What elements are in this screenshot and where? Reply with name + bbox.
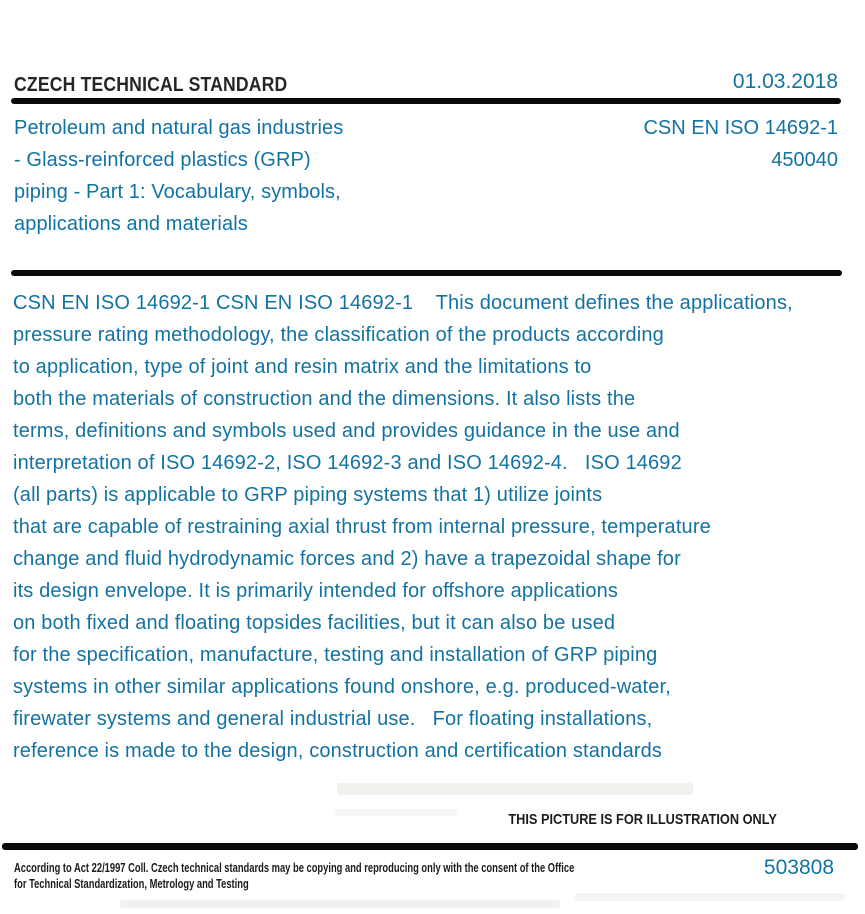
copyright-notice-line: for Technical Standardization, Metrology and Testing [14,876,249,891]
order-number: 503808 [763,856,834,879]
abstract-line: firewater systems and general industrial use. For floating installations, [13,708,653,730]
abstract-line: reference is made to the design, construction and certification standards [13,740,663,762]
designation-line: 450040 [771,149,838,171]
issue-date: 01.03.2018 [732,70,838,93]
ghost-artifact [575,893,845,901]
copyright-notice-line: According to Act 22/1997 Coll. Czech technical standards may be copying and reproducing only with the consent of the Office [14,860,575,875]
abstract-line: (all parts) is applicable to GRP piping systems that 1) utilize joints [13,484,603,506]
standard-title-line: Petroleum and natural gas industries [14,117,344,139]
abstract-line: to application, type of joint and resin matrix and the limitations to [13,356,592,378]
ghost-artifact [337,783,693,795]
ghost-artifact [335,809,457,816]
standard-title-line: applications and materials [14,213,248,235]
standard-designation [643,112,838,176]
standard-title-line: piping - Part 1: Vocabulary, symbols, [14,181,341,203]
abstract-line: terms, definitions and symbols used and provides guidance in the use and [13,420,680,442]
abstract-line: systems in other similar applications found onshore, e.g. produced-water, [13,676,671,698]
abstract-line: on both fixed and floating topsides facilities, but it can also be used [13,612,616,634]
abstract-line: CSN EN ISO 14692-1 CSN EN ISO 14692-1 This document defines the applications, [13,292,793,314]
abstract-line: its design envelope. It is primarily intended for offshore applications [13,580,619,602]
bottom-rule [2,843,858,850]
abstract-line: change and fluid hydrodynamic forces and 2) have a trapezoidal shape for [13,548,681,570]
standard-title [14,112,343,240]
abstract-line: that are capable of restraining axial thrust from internal pressure, temperature [13,516,711,538]
designation-line: CSN EN ISO 14692-1 [643,117,838,139]
standard-title-line: - Glass-reinforced plastics (GRP) [14,149,311,171]
page-title: CZECH TECHNICAL STANDARD [14,74,288,96]
top-rule [11,98,841,104]
abstract-line: interpretation of ISO 14692-2, ISO 14692-3 and ISO 14692-4. ISO 14692 [13,452,682,474]
abstract-line: both the materials of construction and the dimensions. It also lists the [13,388,636,410]
abstract-text [13,287,858,767]
copyright-notice [14,860,574,892]
illustration-disclaimer: THIS PICTURE IS FOR ILLUSTRATION ONLY [508,811,777,828]
middle-rule [11,270,842,276]
abstract-line: for the specification, manufacture, testing and installation of GRP piping [13,644,658,666]
abstract-line: pressure rating methodology, the classification of the products according [13,324,664,346]
ghost-artifact [120,900,560,908]
